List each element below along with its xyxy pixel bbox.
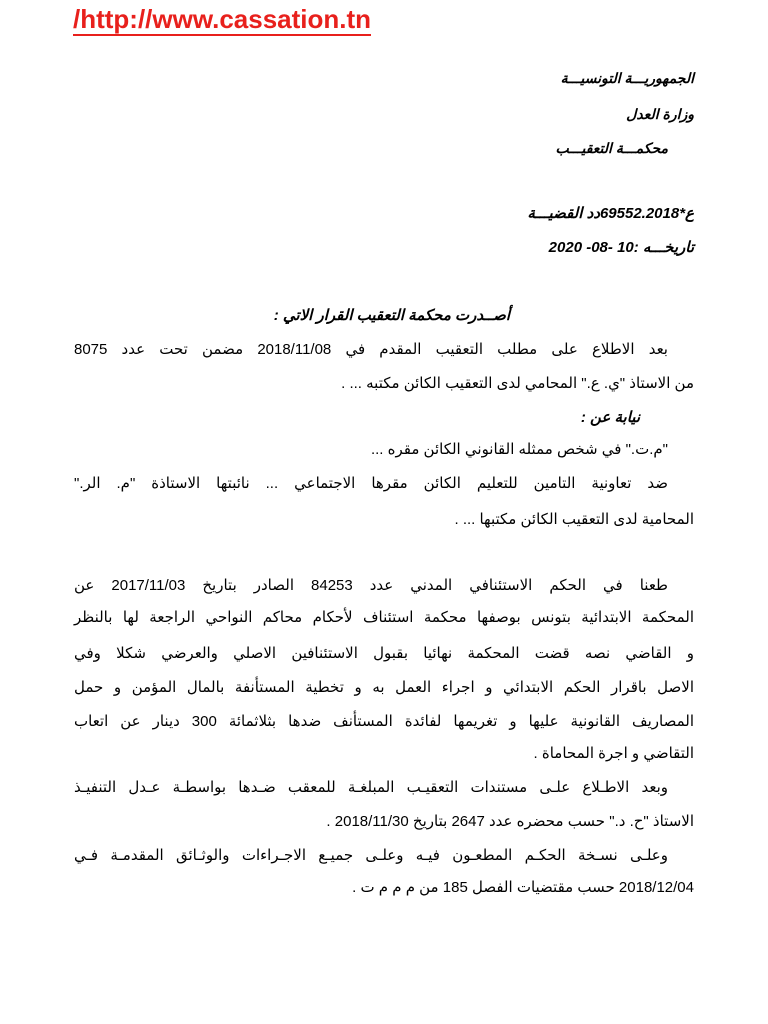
verdict-heading: أصــدرت محكمة التعقيب القرار الاتي : [273,307,510,324]
paragraph-2: "م.ت." في شخص ممثله القانوني الكائن مقره ... [370,441,668,458]
case-date: تاريخـــه :10 -08- 2020 [548,239,694,256]
paragraph-1-line-1: بعد الاطلاع على مطلب التعقيب المقدم في 2018/11/08 مضمن تحت عدد 8075 [74,341,668,358]
paragraph-3-line-1: ضد تعاونية التامين للتعليم الكائن مقرها الاجتماعي ... نائبتها الاستاذة "م. الر." [74,475,668,492]
paragraph-1-line-2: من الاستاذ "ي. ع." المحامي لدى التعقيب الكائن مكتبه ... . [341,375,694,392]
paragraph-3-line-2: المحامية لدى التعقيب الكائن مكتبها ... . [454,511,694,528]
paragraph-5-line-2: الاستاذ "ح. د." حسب محضره عدد 2647 بتاريخ 2018/11/30 . [326,813,694,830]
paragraph-4-line-2: المحكمة الابتدائية بتونس بوصفها محكمة استئناف لأحكام محاكم النواحي الراجعة لها بالنظر [74,609,694,626]
nyaba-heading: نيابة عن : [580,409,640,426]
paragraph-4-line-6: التقاضي و اجرة المحاماة . [533,745,694,762]
paragraph-6-line-2: 2018/12/04 حسب مقتضيات الفصل 185 من م م م ت . [352,879,694,896]
header-ministry: وزارة العدل [626,106,694,122]
paragraph-6-line-1: وعلـى نسـخة الحكـم المطعـون فيـه وعلـى جميـع الاجـراءات والوثـائق المقدمـة فـي [74,847,668,864]
website-url-link[interactable]: /http://www.cassation.tn [73,4,372,34]
case-number: ع*69552.2018دد القضيـــة [527,205,694,222]
paragraph-4-line-3: و القاضي نصه قضت المحكمة نهائيا بقبول الاستئنافين الاصلي والعرضي شكلا وفي [74,645,694,662]
paragraph-4-line-4: الاصل باقرار الحكم الابتدائي و اجراء العمل به و تخطية المستأنفة بالمال المؤمن و حمل [74,679,694,696]
paragraph-4-line-1: طعنا في الحكم الاستئنافي المدني عدد 84253 الصادر بتاريخ 2017/11/03 عن [74,577,669,594]
header-court: محكمـــة التعقيـــب [555,140,668,156]
paragraph-4-line-5: المصاريف القانونية عليها و تغريمها لفائدة المستأنف ضدها بثلاثمائة 300 دينار عن اتعاب [74,713,694,730]
header-republic: الجمهوريـــة التونسيـــة [560,70,694,86]
paragraph-5-line-1: وبعد الاطـلاع علـى مستندات التعقيـب المبلغـة للمعقب ضـدها بواسطـة عـدل التنفيـذ [74,779,668,796]
